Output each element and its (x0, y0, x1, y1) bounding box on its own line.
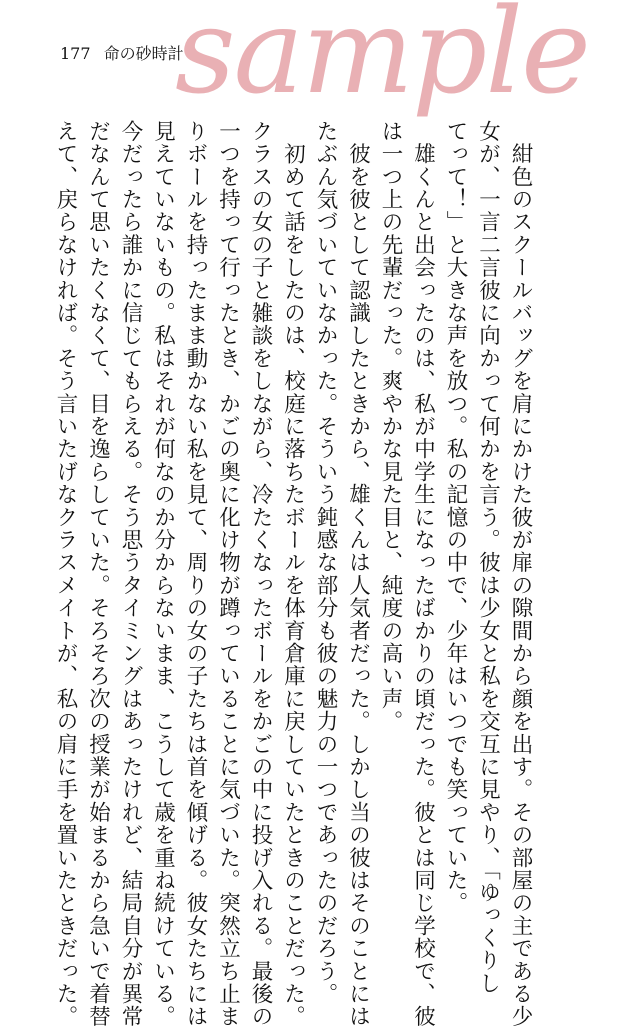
text-line: 一つを持って行ったとき、かごの奥に化け物が蹲っていることに気づいた。突然立ち止ま (215, 120, 241, 1028)
text-line: 雄くんと出会ったのは、私が中学生になったばかりの頃だった。彼とは同じ学校で、彼 (410, 120, 436, 1028)
text-line: 紺色のスクールバッグを肩にかけた彼が扉の隙間から顔を出す。その部屋の主である少 (508, 120, 533, 1028)
text-line: たぶん気づいていなかった。そういう鈍感な部分も彼の魅力の一つであったのだろう。 (313, 120, 338, 1006)
text-line: は一つ上の先輩だった。爽やかな見た目と、純度の高い声。 (378, 120, 403, 733)
text-line: 女が、一言二言彼に向かって何かを言う。彼は少女と私を交互に見やり、「ゆっくりし (475, 120, 501, 995)
book-title: 命の砂時計 (103, 44, 184, 63)
text-line: 彼を彼として認識したときから、雄くんは人気者だった。しかし当の彼はそのことには (345, 120, 371, 1028)
text-line: てって！」と大きな声を放つ。私の記憶の中で、少年はいつでも笑っていた。 (443, 120, 468, 915)
text-line: 今だったら誰かに信じてもらえる。そう思うタイミングはあったけれど、結局自分が異常 (118, 120, 143, 1028)
text-line: 見えていないもの。私はそれが何なのか分からないまま、こうして歳を重ね続けている。 (150, 120, 176, 1028)
text-line: クラスの女の子と雑談をしながら、冷たくなったボールをかごの中に投げ入れる。最後の (248, 120, 273, 1028)
text-line: えて、戻らなければ。そう言いたげなクラスメイトが、私の肩に手を置いたときだった。 (53, 120, 78, 1028)
sample-watermark: sample (175, 0, 589, 120)
text-line: りボールを持ったまま動かない私を見て、周りの女の子たちは首を傾げる。彼女たちには (183, 120, 208, 1028)
vertical-body-text (49, 120, 537, 1028)
text-line: だなんて思いたくなくて、目を逸らしていた。そろそろ次の授業が始まるから急いで着替 (85, 120, 111, 1028)
text-line: 初めて話をしたのは、校庭に落ちたボールを体育倉庫に戻していたときのことだった。 (280, 120, 306, 1028)
running-header (60, 44, 184, 64)
page-number: 177 (60, 44, 91, 63)
